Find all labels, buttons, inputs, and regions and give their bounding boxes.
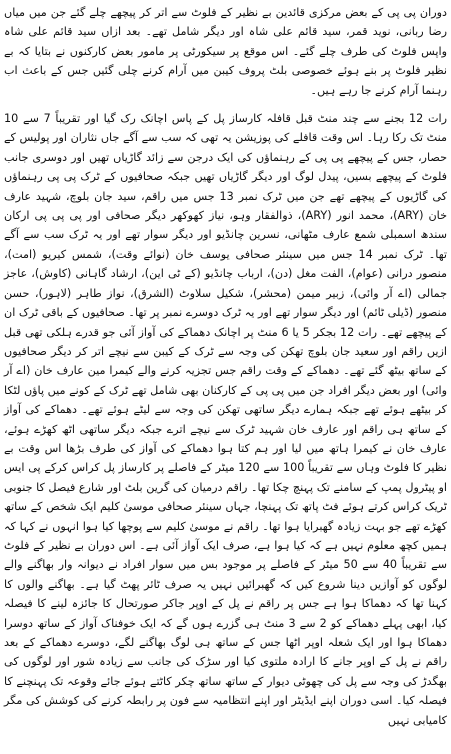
article-paragraph-1: دوران پی پی کے بعض مرکزی قائدین بے نظیر کے فلوٹ سے اتر کر پیچھے چلے گئے جن میں میاں رضا ربانی، نوید قمر، سید قائم علی شاہ اور دیگر شامل تھے۔ بعد ازاں سید قائم علی شاہ واپس فلوٹ کی طرف چلے گئے۔ اس موقع پر سیکورٹی پر مامور بعض کارکنوں نے بتایا کہ بے نظیر فلوٹ پر بنے ہوئے خصوصی بلٹ پروف کیبن میں آرام کرنے چلی گئیں جس کے باعث اب رہنما آرام کرنے جا رہے ہیں۔: [4, 6, 447, 97]
article-paragraph-2: رات 12 بجنے سے چند منٹ قبل قافلہ کارساز پل کے پاس اچانک رک گیا اور تقریباً 7 سے 10 منٹ تک رکا رہا۔ اس وقت قافلے کی پوزیشن یہ تھی کہ سب سے آگے جاں نثاران اور پولیس کے حصار، جس کے پیچھے پی پی کے رہنماؤں کی ایک درجن سے زائد گاڑیاں تھیں اور دوسری جانب فلوٹ کے پیچھے بسیں، پیدل لوگ اور دیگر گاڑیاں تھیں جبکہ صحافیوں کے ٹرک پی پی رہنماؤں کی گاڑیوں کے پیچھے تھے جن میں ٹرک نمبر 13 جس میں راقم، سید جان بلوچ، شہید عارف خان (ARY)، محمد انور (ARY)، ذوالفقار وہو، نیاز کھوکھر دیگر صحافی اور پی پی پی ارکان سندھ اسمبلی شمع عارف مٹھانی، نسرین چانڈیو اور دیگر سوار تھے اور یہ ٹرک سب سے آگے تھا۔ ٹرک نمبر 14 جس میں سینئر صحافی یوسف خان (نوائے وقت)، شمس کیریو (امت)، منصور درانی (عوام)، الفت مغل (دن)، ارباب چانڈیو (کے ٹی این)، ارشاد گاہانی (کاوش)، عاجز جمالی (اے آر وائی)، زبیر میمن (محشر)، شکیل سلاوٹ (الشرق)، نواز طاہر (لاہور)، حسن منصور (ڈیلی ٹائم) اور دیگر سوار تھے اور یہ ٹرک دوسرے نمبر پر تھا۔ صحافیوں کے باقی ٹرک ان کے پیچھے تھے۔ رات 12 بجکر 5 یا 6 منٹ پر اچانک دھماکے کی آواز آئی جو قدرے ہلکی تھی قبل ازیں راقم اور سعید جان بلوچ تھکن کی وجہ سے ٹرک کے کیبن سے نیچے اتر کر دیگر صحافیوں کے ساتھ بیٹھ گئے تھے۔ دھماکے کے وقت راقم جس تجزیہ کرنے والے کیمرا مین عارف خان (اے آر وائی) اور بعض دیگر افراد جن میں پی پی کے کارکنان بھی شامل تھے ٹرک کے کونے میں پاؤں لٹکا کر بیٹھے ہوئے تھے جبکہ ہمارے دیگر ساتھی تھکن کی وجہ سے لیٹے ہوئے تھے۔ دھماکے کی آواز کے ساتھ ہی راقم اور عارف خان شہید ٹرک سے نیچے اترے جبکہ دیگر ساتھی اٹھ کھڑے ہوئے، عارف خان نے کیمرا ہاتھ میں لیا اور ہم کتا ہوا دھماکے کی آواز کی طرف بڑھا اس وقت بے نظیر کا فلوٹ وہاں سے تقریباً 100 سے 120 میٹر کے فاصلے پر کارساز پل کراس کرکے پی ایس او پیٹرول پمپ کے سامنے تک پہنچ چکا تھا۔ راقم درمیان کی گرین بلٹ اور شارع فیصل کا جنوبی ٹریک کراس کرتے ہوئے فٹ پاتھ تک پہنچا، جہاں سینئر صحافی موسیٰ کلیم ایک شخص کے ساتھ کھڑے تھے جو بہت زیادہ گھبرایا ہوا تھا۔ راقم نے موسیٰ کلیم سے پوچھا کیا ہوا انہوں نے کہا کہ ہمیں کچھ معلوم نہیں ہے کہ کیا ہوا ہے، صرف ایک آواز آئی ہے۔ اس دوران بے نظیر کے فلوٹ سے تقریباً 40 سے 50 میٹر کے فاصلے پر موجود بس میں سوار افراد نے دیوانہ وار بھاگنے والے لوگوں کو آوازیں دینا شروع کیں کہ گھبرائیں نہیں یہ صرف ٹائر پھٹ گیا ہے۔ بھاگنے والوں کا کہنا تھا کہ دھماکا ہوا ہے جس پر راقم نے پل کے اوپر جاکر صورتحال کا جائزہ لینے کا فیصلہ کیا، ابھی پہلے دھماکے کو 2 سے 3 منٹ ہی گزرے ہوں گے کہ ایک خوفناک آواز کے ساتھ دوسرا دھماکا ہوا اور ایک شعلہ اوپر اٹھا جس کے ساتھ ہی لوگ بھاگنے لگے، دوسرے دھماکے کے بعد راقم نے پل کے اوپر جانے کا ارادہ ملتوی کیا اور سڑک کی جانب سے زیادہ شور اور لوگوں کی بھگدڑ کی وجہ سے پل کی چھوٹی دیوار کے ساتھ ساتھ چکر کاٹتے ہوئے جائے وقوعہ تک پہنچنے کا فیصلہ کیا۔ اسی دوران اپنے ایڈیٹر اور اپنے انتظامیہ سے فون پر رابطہ کرنے کی کوشش کی مگر کامیابی نہیں: [4, 112, 448, 727]
